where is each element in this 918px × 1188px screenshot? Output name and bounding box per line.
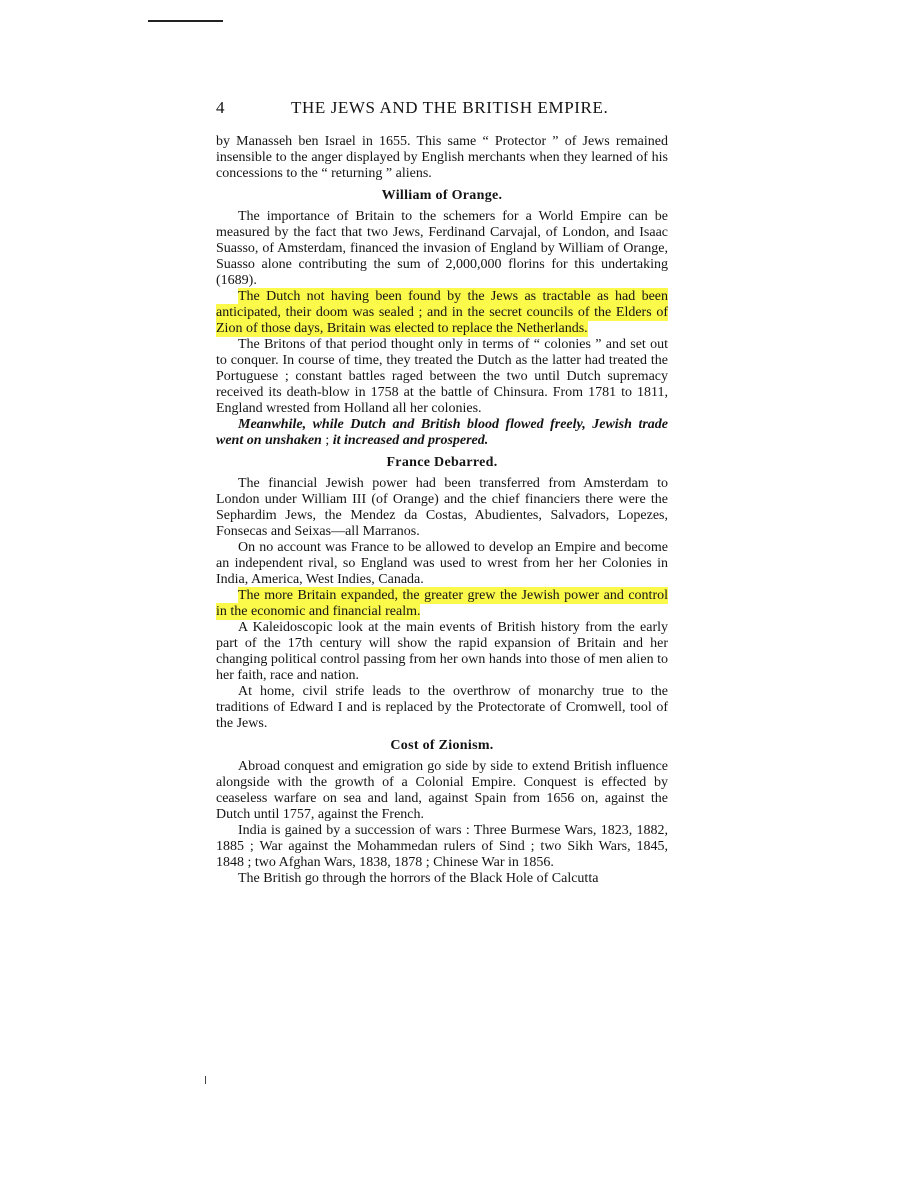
page-number: 4 <box>216 98 225 117</box>
highlight: The Dutch not having been found by the Jews as tractable as had been anticipated, their doom was sealed ; and in the secret councils of the Elders of Zion of those days, Britain was elected to replace the Netherlands. <box>216 289 668 336</box>
italic-text: it increased and prospered. <box>332 433 489 448</box>
margin-mark <box>205 1076 206 1084</box>
italic-paragraph <box>216 417 668 449</box>
paragraph: Abroad conquest and emigration go side by side to extend British influence alongside with the growth of a Colonial Empire. Conquest is effected by ceaseless warfare on sea and land, against Spain from 1656 on, against the Dutch until 1757, against the French. <box>216 759 668 822</box>
page-header <box>216 98 676 122</box>
paragraph: The Britons of that period thought only in terms of “ colonies ” and set out to conquer. In course of time, they treated the Dutch as the latter had treated the Portuguese ; constant battles raged between the two until Dutch supremacy received its death-blow in 1758 at the battle of Chinsura. From 1781 to 1811, England wrested from Holland all her colonies. <box>216 337 668 416</box>
paragraph: A Kaleidoscopic look at the main events of British history from the early part of the 17th century will show the rapid expansion of Britain and her changing political control passing from her own hands into those of men alien to her faith, race and nation. <box>216 620 668 683</box>
highlighted-paragraph <box>216 289 668 337</box>
section-heading-france-debarred: France Debarred. <box>386 455 498 470</box>
body-text <box>216 134 668 887</box>
separator: ; <box>321 433 333 448</box>
top-rule <box>148 20 223 22</box>
paragraph: India is gained by a succession of wars : Three Burmese Wars, 1823, 1882, 1885 ; War against the Mohammedan rulers of Sind ; two Sikh Wars, 1845, 1848 ; two Afghan Wars, 1838, 1878 ; Chinese War in 1856. <box>216 823 668 870</box>
paragraph: The importance of Britain to the schemers for a World Empire can be measured by the fact that two Jews, Ferdinand Carvajal, of London, and Isaac Suasso, of Amsterdam, financed the invasion of England by William of Orange, Suasso alone contributing the sum of 2,000,000 florins for this undertaking (1689). <box>216 209 668 288</box>
paragraph: The financial Jewish power had been transferred from Amsterdam to London under William III (of Orange) and the chief financiers there were the Sephardim Jews, the Mendez da Costas, Abudientes, Salvadors, Lopezes, Fonsecas and Seixas—all Marranos. <box>216 476 668 539</box>
paragraph: At home, civil strife leads to the overthrow of monarchy true to the traditions of Edward I and is replaced by the Protectorate of Cromwell, tool of the Jews. <box>216 684 668 731</box>
running-head: THE JEWS AND THE BRITISH EMPIRE. <box>291 98 609 117</box>
section-heading-cost-of-zionism: Cost of Zionism. <box>390 738 494 753</box>
section-heading-william-of-orange: William of Orange. <box>381 188 503 203</box>
paragraph: by Manasseh ben Israel in 1655. This same “ Protector ” of Jews remained insensible to the anger displayed by English merchants when they learned of his concessions to the “ returning ” aliens. <box>216 134 668 181</box>
paragraph: On no account was France to be allowed to develop an Empire and become an independent rival, so England was used to wrest from her her Colonies in India, America, West Indies, Canada. <box>216 540 668 587</box>
highlight: The more Britain expanded, the greater grew the Jewish power and control in the economic and financial realm. <box>216 588 668 619</box>
paragraph: The British go through the horrors of the Black Hole of Calcutta <box>238 871 599 886</box>
highlighted-paragraph <box>216 588 668 620</box>
italic-text: Meanwhile, while Dutch and British blood flowed freely, Jewish trade went on unshaken <box>216 417 668 448</box>
